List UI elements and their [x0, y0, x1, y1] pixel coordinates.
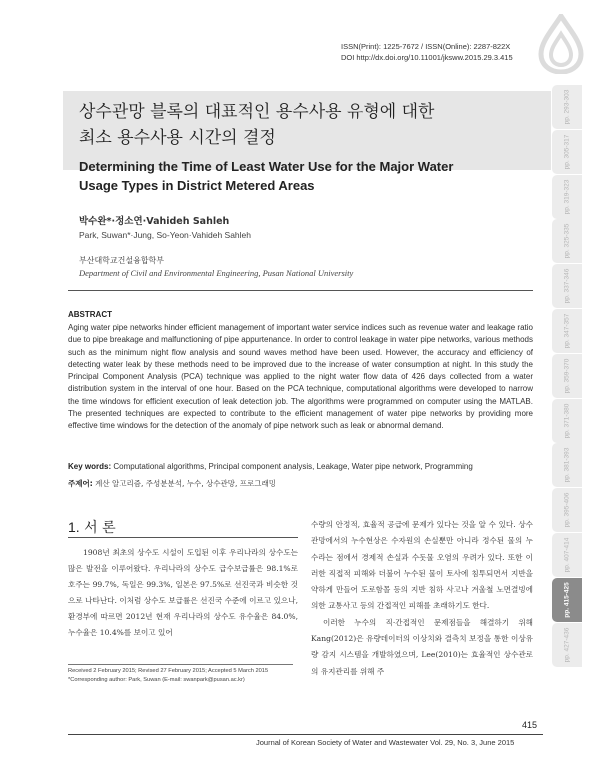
section-underline	[68, 537, 298, 538]
abstract-heading: ABSTRACT	[68, 310, 112, 319]
authors-english: Park, Suwan*·Jung, So-Yeon·Vahideh Sahleh	[79, 230, 252, 240]
page-range-tab[interactable]	[552, 219, 582, 263]
issn-block	[341, 41, 513, 63]
english-title-line-2: Usage Types in District Metered Areas	[79, 178, 315, 193]
page-range-tab-label: pp. 293-303	[563, 89, 571, 125]
page-range-tab[interactable]	[552, 85, 582, 129]
abstract-text: Aging water pipe networks hinder efficient management of important water service indices such as revenue water and leakage ratio due to pipe breakage and malfunctioning of pipe appurtenance. In order to control leakage in water pipe networks, various methods such as the minimum night flow analysis and sound waves method have been used. However, the accuracy and efficiency of detecting water leak by these methods need to be improved due to the increase of water consumption at night. In this study the Principal Component Analysis (PCA) technique was applied to the night water flow data of 426 days collected from a water distribution system in the interval of one hour. Based on the PCA technique, computational algorithms were developed to narrow the time windows for efficient execution of leak detection job. The algorithms were programmed on computer using the MATLAB. The presented techniques are expected to contribute to the efficient management of water pipe networks by providing more effective time windows for the detection of the anomaly of pipe network such as leak or abnormal demand.	[68, 323, 533, 431]
page-range-tab-label: pp. 395-406	[563, 492, 571, 528]
page-range-tab-label: pp. 359-370	[563, 358, 571, 394]
affiliation-korean: 부산대학교건설융합학부	[79, 256, 165, 265]
page-range-tab-label: pp. 325-335	[563, 224, 571, 259]
page-range-tab-label: pp. 381-393	[563, 448, 571, 483]
page-range-tab-label: pp. 319-323	[563, 179, 571, 214]
page-range-tab[interactable]	[552, 175, 582, 219]
keywords-korean-list: 계산 알고리즘, 주성분분석, 누수, 상수관망, 프로그래밍	[95, 479, 276, 488]
page-range-tab[interactable]	[552, 623, 582, 667]
authors-korean: 박수완*·정소연·Vahideh Sahleh	[79, 216, 230, 227]
section-number: 1.	[68, 519, 80, 535]
page-range-tab-label: pp. 347-357	[563, 313, 571, 349]
korean-title	[79, 99, 539, 151]
keywords-english-list: Computational algorithms, Principal component analysis, Leakage, Water pipe network, Programming	[113, 462, 473, 471]
section-title: 서 론	[84, 520, 116, 536]
body-column-left: 1908년 최초의 상수도 시설이 도입된 이후 우리나라의 상수도는 많은 발전을 이루어왔다. 우리나라의 상수도 급수보급률은 98.1%로 호주는 99.7%, 독일은 99.3%, 일본은 97.5%로 선진국과 비슷한 것으로 나타난다. 이처럼 상수도 보급률은 선진국 수준에 이르고 있으나, 환경부에 따르면 2012년 현재 우리나라의 상수도 유수율은 84.0%, 누수율은 10.4%를 보이고 있어	[68, 548, 298, 637]
issn-text: ISSN(Print): 1225-7672 / ISSN(Online): 2287-822X	[341, 42, 511, 51]
footer-rule	[68, 734, 543, 735]
page-range-tab[interactable]	[552, 443, 582, 487]
water-drop-icon	[538, 14, 584, 74]
english-title	[79, 157, 539, 195]
doi-text[interactable]: DOI http://dx.doi.org/10.11001/jksww.2015.29.3.415	[341, 53, 513, 62]
page-range-tabs	[552, 85, 582, 667]
divider	[68, 290, 533, 291]
received-dates: Received 2 February 2015; Revised 27 February 2015; Accepted 5 March 2015	[68, 668, 269, 674]
page-range-tab-label: pp. 407-414	[563, 537, 571, 573]
page-range-tab-label: pp. 305-317	[563, 134, 571, 170]
page-range-tab-label: pp. 371-380	[563, 403, 571, 438]
corresponding-author: *Corresponding author: Park, Suwan (E-mail: swanpark@pusan.ac.kr)	[68, 677, 245, 683]
page-range-tab[interactable]	[552, 533, 582, 577]
page-range-tab[interactable]	[552, 264, 582, 308]
body-paragraph: 수량의 안정적, 효율적 공급에 문제가 있다는 것을 알 수 있다. 상수관망에서의 누수현상은 수자원의 손실뿐만 아니라 정수된 물의 누수라는 점에서 경제적 손실과 수돗물 오염의 우려가 있다. 또한 이러한 직접적 피해와 더불어 누수된 물이 토사에 침투되면서 지반을 약하게 만들어 도로함몰 등의 지반 침하 사고나 겨울철 노면결빙에 의한 교통사고 등의 간접적인 피해를 초래하기도 한다.	[311, 520, 533, 611]
journal-footer: Journal of Korean Society of Water and Wastewater Vol. 29, No. 3, June 2015	[256, 738, 515, 747]
page-range-tab[interactable]	[552, 399, 582, 443]
korean-title-line-1: 상수관망 블록의 대표적인 용수사용 유형에 대한	[79, 102, 435, 122]
page-range-tab[interactable]	[552, 578, 582, 622]
body-column-right	[311, 517, 533, 680]
page-range-tab[interactable]	[552, 309, 582, 353]
keywords-english	[68, 462, 538, 471]
affiliation-english: Department of Civil and Environmental Engineering, Pusan National University	[79, 268, 354, 278]
page-range-tab[interactable]	[552, 354, 582, 398]
page-range-tab-label: pp. 415-425	[563, 582, 571, 618]
keywords-korean-label: 주제어:	[68, 479, 93, 488]
korean-title-line-2: 최소 용수사용 시간의 결정	[79, 128, 276, 148]
keywords-korean	[68, 478, 538, 489]
keywords-english-label: Key words:	[68, 462, 112, 471]
english-title-line-1: Determining the Time of Least Water Use for the Major Water	[79, 159, 454, 174]
page-range-tab[interactable]	[552, 488, 582, 532]
section-heading	[68, 517, 116, 537]
footnote-divider	[68, 664, 293, 665]
body-paragraph: 이러한 누수의 직·간접적인 문제점들을 해결하기 위해 Kang(2012)은 유량데이터의 이상치와 결측치 보정을 통한 이상유량 감지 시스템을 개발하였으며, Lee(2010)는 효율적인 상수관로의 유지관리를 위해 주	[311, 617, 533, 676]
page-range-tab-label: pp. 427-436	[563, 627, 571, 662]
page-range-tab[interactable]	[552, 130, 582, 174]
page-range-tab-label: pp. 337-346	[563, 268, 571, 304]
page-number: 415	[522, 720, 538, 730]
